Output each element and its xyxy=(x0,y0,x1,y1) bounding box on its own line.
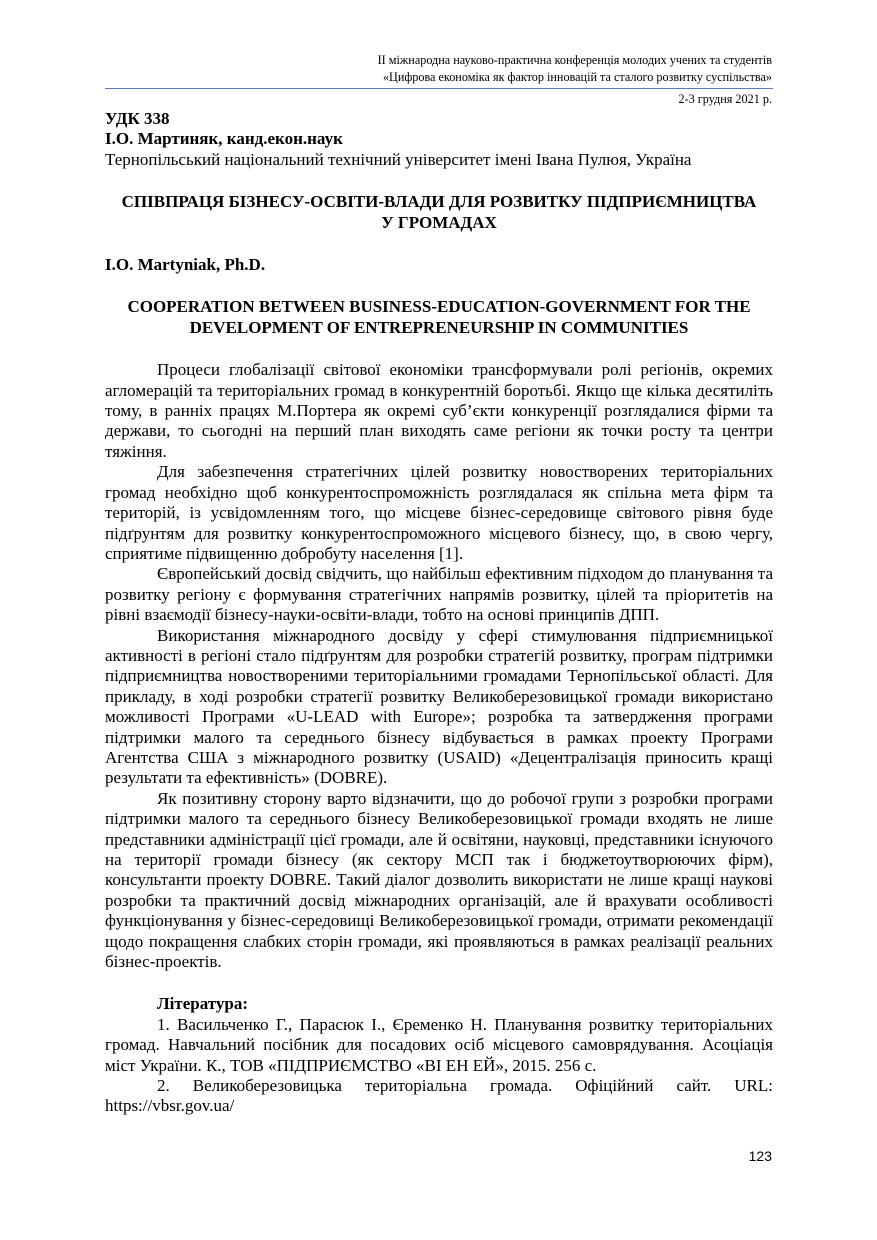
reference-item: 2. Великоберезовицька територіальна громада. Офіційний сайт. URL: https://vbsr.gov.ua/ xyxy=(105,1076,773,1116)
title-ukrainian-line: У ГРОМАДАХ xyxy=(381,212,497,232)
title-ukrainian xyxy=(105,192,773,233)
references-heading: Література: xyxy=(157,994,249,1014)
header-divider xyxy=(105,88,773,89)
page-number: 123 xyxy=(748,1148,772,1164)
author-ukrainian: І.О. Мартиняк, канд.екон.наук xyxy=(105,129,343,149)
body-paragraph: Для забезпечення стратегічних цілей розвитку новостворених територіальних громад необхідно щоб конкурентоспроможність розглядалася як спільна мета фірм та територій, із усвідомленням того, що місцеве бізнес-середовище світового рівня буде підґрунтям для розвитку конкурентоспроможного місцевого бізнесу, що, в свою чергу, сприятиме підвищенню добробуту населення [1]. xyxy=(105,462,773,563)
author-english: I.O. Martyniak, Ph.D. xyxy=(105,255,266,275)
body-paragraph: Процеси глобалізації світової економіки трансформували ролі регіонів, окремих агломерацій та територіальних громад в конкурентній боротьбі. Якщо ще кілька десятиліть тому, в ранніх працях М.Портера як окремі суб’єкти конкуренції розглядалися фірми та держави, то сьогодні на перший план виходять саме регіони як точки росту та центри тяжіння. xyxy=(105,360,773,461)
body-paragraph: Використання міжнародного досвіду у сфері стимулювання підприємницької активності в регіоні стало підґрунтям для розробки стратегій розвитку, програм підтримки підприємництва новоствореними територіальними громадами Тернопільської області. Для прикладу, в ході розробки стратегії розвитку Великоберезовицької громади використано можливості Програми «U-LEAD with Europe»; розробка та затвердження програми підтримки малого та середнього бізнесу відбувається в рамках проекту Програми Агентства США з міжнародного розвитку (USAID) «Децентралізація приносить кращі результати та ефективність» (DOBRE). xyxy=(105,625,773,788)
references-list xyxy=(105,1015,773,1117)
conference-title-line: ІІ міжнародна науково-практична конференція молодих учених та студентів xyxy=(377,53,772,67)
title-english xyxy=(105,297,773,338)
article-content xyxy=(105,109,773,1117)
conference-date: 2-3 грудня 2021 р. xyxy=(678,92,772,106)
title-english-line: DEVELOPMENT OF ENTREPRENEURSHIP IN COMMUNITIES xyxy=(189,317,689,337)
title-english-line: COOPERATION BETWEEN BUSINESS-EDUCATION-GOVERNMENT FOR THE xyxy=(127,297,751,317)
reference-item: 1. Васильченко Г., Парасюк І., Єременко Н. Планування розвитку територіальних громад. Навчальний посібник для посадових осіб місцевого самоврядування. Асоціація міст України. К., ТОВ «ПІДПРИЄМСТВО «ВІ ЕН ЕЙ», 2015. 256 с. xyxy=(105,1014,773,1075)
udc-code: УДК 338 xyxy=(105,109,170,128)
body-paragraph: Європейський досвід свідчить, що найбільш ефективним підходом до планування та розвитку регіону є формування стратегічних напрямів розвитку, цілей та пріоритетів на рівні взаємодії бізнесу-науки-освіти-влади, тобто на основі принципів ДПП. xyxy=(105,564,773,625)
article-body xyxy=(105,360,773,972)
conference-theme-line: «Цифрова економіка як фактор інновацій та сталого розвитку суспільства» xyxy=(382,70,772,84)
affiliation: Тернопільський національний технічний університет імені Івана Пулюя, Україна xyxy=(105,149,692,169)
title-ukrainian-line: СПІВПРАЦЯ БІЗНЕСУ-ОСВІТИ-ВЛАДИ ДЛЯ РОЗВИТКУ ПІДПРИЄМНИЦТВА xyxy=(121,192,757,212)
conference-header xyxy=(172,52,772,86)
body-paragraph: Як позитивну сторону варто відзначити, що до робочої групи з розробки програми підтримки малого та середнього бізнесу Великоберезовицької громади входять не лише представники адміністрації цієї громади, але й освітяни, науковці, представники існуючого на території громади бізнесу (як сектору МСП так і бюджетоутворюючих фірм), консультанти проекту DOBRE. Такий діалог дозволить використати не лише кращі наукові розробки та практичний досвід міжнародних організацій, але й врахувати особливості функціонування у бізнес-середовищі Великоберезовицької громади, отримати рекомендації щодо покращення слабких сторін громади, які проявляються в рамках реалізації реальних бізнес-проектів. xyxy=(105,788,773,972)
